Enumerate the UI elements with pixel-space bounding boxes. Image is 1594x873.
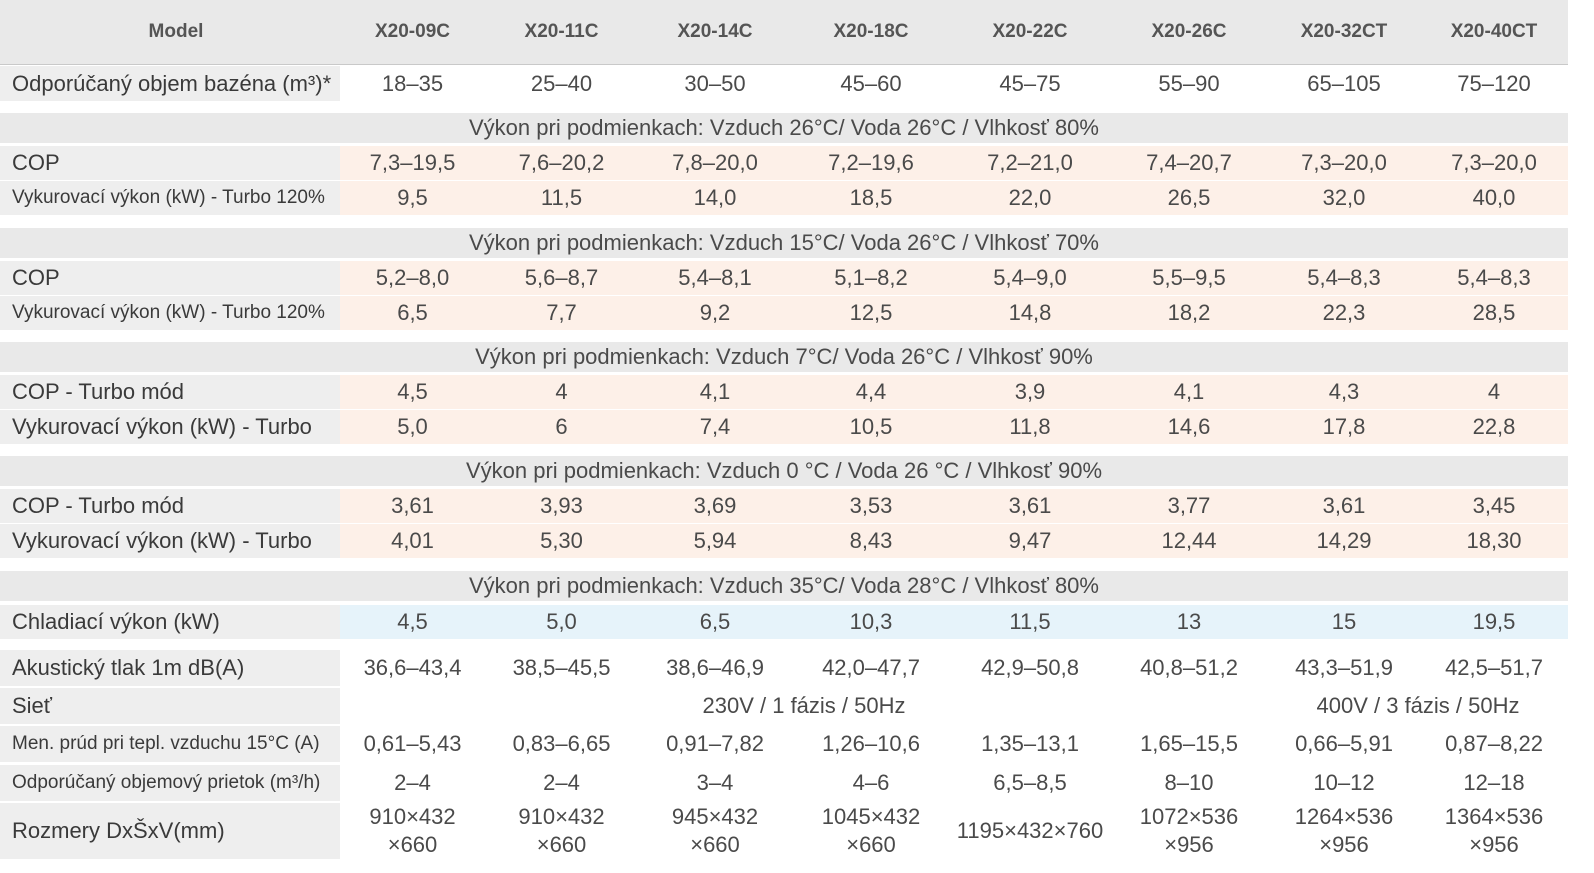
dimension-line1: 1264×536 bbox=[1294, 804, 1394, 829]
value-cell: 28,5 bbox=[1420, 296, 1568, 330]
model-name: X20-11C bbox=[524, 21, 599, 42]
dimension-line1: 945×432 bbox=[671, 804, 759, 829]
value-cell: 17,8 bbox=[1268, 410, 1420, 444]
dimension-line2: ×660 bbox=[690, 832, 740, 857]
value-cell: 5,1–8,2 bbox=[792, 261, 950, 295]
value-cell: 18,30 bbox=[1420, 524, 1568, 558]
value-cell: 4,4 bbox=[792, 375, 950, 409]
value-cell: 4–6 bbox=[792, 765, 950, 801]
value-cell: 9,2 bbox=[638, 296, 792, 330]
value-cell: 1,65–15,5 bbox=[1110, 726, 1268, 762]
value-cell: 14,8 bbox=[950, 296, 1110, 330]
model-name: X20-18C bbox=[833, 21, 909, 42]
value-cell: 25–40 bbox=[485, 66, 638, 101]
value-cell: 13 bbox=[1110, 605, 1268, 639]
value-cell: 5,6–8,7 bbox=[485, 261, 638, 295]
value-cell: 10,5 bbox=[792, 410, 950, 444]
value-cell: 6 bbox=[485, 410, 638, 444]
value-cell: 7,7 bbox=[485, 296, 638, 330]
value-cell: 3,61 bbox=[950, 489, 1110, 523]
value-cell: 42,5–51,7 bbox=[1420, 650, 1568, 686]
value-cell: 7,3–20,0 bbox=[1268, 146, 1420, 180]
value-cell: 7,3–19,5 bbox=[340, 146, 485, 180]
section4-cop-row bbox=[0, 489, 1568, 523]
value-cell: 5,2–8,0 bbox=[340, 261, 485, 295]
section3-heat-row bbox=[0, 410, 1568, 444]
dimension-cell bbox=[1110, 803, 1268, 859]
value-cell: 3,61 bbox=[1268, 489, 1420, 523]
value-cell: 12–18 bbox=[1420, 765, 1568, 801]
value-cell: 0,91–7,82 bbox=[638, 726, 792, 762]
value-cell: 3–4 bbox=[638, 765, 792, 801]
row-label: Chladiací výkon (kW) bbox=[0, 605, 340, 639]
value-cell: 8–10 bbox=[1110, 765, 1268, 801]
section-title: Výkon pri podmienkach: Vzduch 0 °C / Voda 26 °C / Vlhkosť 90% bbox=[465, 458, 1103, 483]
row-label: COP bbox=[0, 146, 340, 180]
value-cell: 5,0 bbox=[485, 605, 638, 639]
value-cell: 3,93 bbox=[485, 489, 638, 523]
row-label: Rozmery DxŠxV(mm) bbox=[0, 803, 340, 859]
dimension-line1: 1045×432 bbox=[821, 804, 921, 829]
value-cell: 42,9–50,8 bbox=[950, 650, 1110, 686]
pool-volume-row bbox=[0, 66, 1568, 101]
value-cell: 38,5–45,5 bbox=[485, 650, 638, 686]
section3-title bbox=[0, 342, 1568, 372]
value-cell: 5,5–9,5 bbox=[1110, 261, 1268, 295]
value-cell: 7,6–20,2 bbox=[485, 146, 638, 180]
value-cell: 18,2 bbox=[1110, 296, 1268, 330]
dimension-line2: ×956 bbox=[1164, 832, 1214, 857]
value-cell: 10–12 bbox=[1268, 765, 1420, 801]
value-cell: 1,26–10,6 bbox=[792, 726, 950, 762]
power-three-phase: 400V / 3 fázis / 50Hz bbox=[1268, 688, 1568, 724]
value-cell: 19,5 bbox=[1420, 605, 1568, 639]
value-cell: 55–90 bbox=[1110, 66, 1268, 101]
value-cell: 11,5 bbox=[950, 605, 1110, 639]
value-cell: 18,5 bbox=[792, 181, 950, 215]
row-label: COP - Turbo mód bbox=[0, 489, 340, 523]
section1-title bbox=[0, 113, 1568, 143]
section-title: Výkon pri podmienkach: Vzduch 15°C/ Voda 26°C / Vlhkosť 70% bbox=[469, 230, 1099, 255]
value-cell: 4 bbox=[1420, 375, 1568, 409]
section4-heat-row bbox=[0, 524, 1568, 558]
value-cell: 65–105 bbox=[1268, 66, 1420, 101]
model-name: X20-32CT bbox=[1300, 21, 1388, 42]
dimension-line2: ×660 bbox=[387, 832, 438, 857]
value-cell: 26,5 bbox=[1110, 181, 1268, 215]
value-cell: 45–60 bbox=[792, 66, 950, 101]
value-cell: 7,4 bbox=[638, 410, 792, 444]
dimension-line2: ×660 bbox=[536, 832, 587, 857]
model-header: Model bbox=[148, 21, 204, 42]
section1-heat-row bbox=[0, 181, 1568, 215]
value-cell: 3,53 bbox=[792, 489, 950, 523]
value-cell: 14,0 bbox=[638, 181, 792, 215]
dimension-cell bbox=[792, 803, 950, 859]
section-title: Výkon pri podmienkach: Vzduch 7°C/ Voda 26°C / Vlhkosť 90% bbox=[475, 344, 1093, 369]
row-label: Men. prúd pri tepl. vzduchu 15°C (A) bbox=[0, 726, 340, 762]
value-cell: 0,61–5,43 bbox=[340, 726, 485, 762]
value-cell: 30–50 bbox=[638, 66, 792, 101]
value-cell: 43,3–51,9 bbox=[1268, 650, 1420, 686]
value-cell: 0,83–6,65 bbox=[485, 726, 638, 762]
value-cell: 7,2–21,0 bbox=[950, 146, 1110, 180]
row-label: Vykurovací výkon (kW) - Turbo bbox=[0, 410, 340, 444]
dimension-cell bbox=[1268, 803, 1420, 859]
row-label: Odporúčaný objem bazéna (m³)* bbox=[0, 66, 340, 101]
model-name: X20-22C bbox=[992, 21, 1068, 42]
value-cell: 3,9 bbox=[950, 375, 1110, 409]
value-cell: 14,6 bbox=[1110, 410, 1268, 444]
flow-row bbox=[0, 765, 1568, 801]
dimension-cell bbox=[638, 803, 792, 859]
value-cell: 5,4–8,3 bbox=[1268, 261, 1420, 295]
value-cell: 18–35 bbox=[340, 66, 485, 101]
dimension-cell bbox=[485, 803, 638, 859]
value-cell: 7,2–19,6 bbox=[792, 146, 950, 180]
value-cell: 4,01 bbox=[340, 524, 485, 558]
row-label: COP - Turbo mód bbox=[0, 375, 340, 409]
row-label: COP bbox=[0, 261, 340, 295]
value-cell: 3,77 bbox=[1110, 489, 1268, 523]
value-cell: 5,4–8,3 bbox=[1420, 261, 1568, 295]
value-cell: 4,5 bbox=[340, 605, 485, 639]
section2-cop-row bbox=[0, 261, 1568, 295]
row-label: Vykurovací výkon (kW) - Turbo bbox=[0, 524, 340, 558]
value-cell: 7,4–20,7 bbox=[1110, 146, 1268, 180]
value-cell: 8,43 bbox=[792, 524, 950, 558]
value-cell: 1,35–13,1 bbox=[950, 726, 1110, 762]
value-cell: 0,87–8,22 bbox=[1420, 726, 1568, 762]
dimension-line2: ×956 bbox=[1319, 832, 1369, 857]
current-row bbox=[0, 726, 1568, 762]
value-cell: 15 bbox=[1268, 605, 1420, 639]
value-cell: 40,8–51,2 bbox=[1110, 650, 1268, 686]
value-cell: 45–75 bbox=[950, 66, 1110, 101]
section1-cop-row bbox=[0, 146, 1568, 180]
dimension-line1: 910×432 bbox=[369, 804, 456, 829]
dimension-cell bbox=[340, 803, 485, 859]
value-cell: 42,0–47,7 bbox=[792, 650, 950, 686]
value-cell: 75–120 bbox=[1420, 66, 1568, 101]
value-cell: 4,3 bbox=[1268, 375, 1420, 409]
value-cell: 36,6–43,4 bbox=[340, 650, 485, 686]
value-cell: 3,61 bbox=[340, 489, 485, 523]
value-cell: 22,8 bbox=[1420, 410, 1568, 444]
noise-row bbox=[0, 650, 1568, 686]
value-cell: 12,44 bbox=[1110, 524, 1268, 558]
section5-title bbox=[0, 571, 1568, 601]
dimension-cell bbox=[1420, 803, 1568, 859]
row-label: Vykurovací výkon (kW) - Turbo 120% bbox=[0, 296, 340, 330]
value-cell: 7,3–20,0 bbox=[1420, 146, 1568, 180]
model-name: X20-40CT bbox=[1450, 21, 1538, 42]
dimension-line1: 910×432 bbox=[518, 804, 605, 829]
value-cell: 6,5–8,5 bbox=[950, 765, 1110, 801]
value-cell: 6,5 bbox=[638, 605, 792, 639]
row-label: Odporúčaný objemový prietok (m³/h) bbox=[0, 765, 340, 801]
value-cell: 22,3 bbox=[1268, 296, 1420, 330]
section2-heat-row bbox=[0, 296, 1568, 330]
divider bbox=[0, 64, 1568, 65]
power-row bbox=[0, 688, 1568, 724]
value-cell: 38,6–46,9 bbox=[638, 650, 792, 686]
power-single-phase: 230V / 1 fázis / 50Hz bbox=[340, 688, 1268, 724]
value-cell: 32,0 bbox=[1268, 181, 1420, 215]
value-cell: 5,4–9,0 bbox=[950, 261, 1110, 295]
value-cell: 9,47 bbox=[950, 524, 1110, 558]
value-cell: 9,5 bbox=[340, 181, 485, 215]
dimension-line1: 1195×432×760 bbox=[956, 818, 1104, 843]
value-cell: 0,66–5,91 bbox=[1268, 726, 1420, 762]
value-cell: 14,29 bbox=[1268, 524, 1420, 558]
value-cell: 5,4–8,1 bbox=[638, 261, 792, 295]
value-cell: 12,5 bbox=[792, 296, 950, 330]
dimension-cell bbox=[950, 803, 1110, 859]
value-cell: 10,3 bbox=[792, 605, 950, 639]
section4-title bbox=[0, 456, 1568, 486]
dimensions-row bbox=[0, 803, 1568, 859]
dimension-line2: ×660 bbox=[846, 832, 896, 857]
model-name: X20-14C bbox=[677, 21, 753, 42]
value-cell: 2–4 bbox=[340, 765, 485, 801]
model-name: X20-09C bbox=[375, 21, 450, 42]
dimension-line2: ×956 bbox=[1469, 832, 1519, 857]
value-cell: 5,30 bbox=[485, 524, 638, 558]
section-title: Výkon pri podmienkach: Vzduch 35°C/ Voda 28°C / Vlhkosť 80% bbox=[469, 573, 1099, 598]
cooling-row bbox=[0, 605, 1568, 639]
value-cell: 5,94 bbox=[638, 524, 792, 558]
row-label: Akustický tlak 1m dB(A) bbox=[0, 650, 340, 686]
value-cell: 2–4 bbox=[485, 765, 638, 801]
dimension-line1: 1072×536 bbox=[1139, 804, 1239, 829]
value-cell: 4 bbox=[485, 375, 638, 409]
value-cell: 5,0 bbox=[340, 410, 485, 444]
section-title: Výkon pri podmienkach: Vzduch 26°C/ Voda 26°C / Vlhkosť 80% bbox=[469, 115, 1099, 140]
model-name: X20-26C bbox=[1151, 21, 1227, 42]
value-cell: 3,45 bbox=[1420, 489, 1568, 523]
section2-title bbox=[0, 228, 1568, 258]
value-cell: 6,5 bbox=[340, 296, 485, 330]
value-cell: 40,0 bbox=[1420, 181, 1568, 215]
value-cell: 3,69 bbox=[638, 489, 792, 523]
row-label: Vykurovací výkon (kW) - Turbo 120% bbox=[0, 181, 340, 215]
value-cell: 4,1 bbox=[638, 375, 792, 409]
row-label: Sieť bbox=[0, 688, 340, 724]
value-cell: 11,5 bbox=[485, 181, 638, 215]
value-cell: 4,5 bbox=[340, 375, 485, 409]
table-header bbox=[0, 0, 1568, 64]
section3-cop-row bbox=[0, 375, 1568, 409]
value-cell: 11,8 bbox=[950, 410, 1110, 444]
value-cell: 4,1 bbox=[1110, 375, 1268, 409]
dimension-line1: 1364×536 bbox=[1444, 804, 1544, 829]
value-cell: 22,0 bbox=[950, 181, 1110, 215]
value-cell: 7,8–20,0 bbox=[638, 146, 792, 180]
